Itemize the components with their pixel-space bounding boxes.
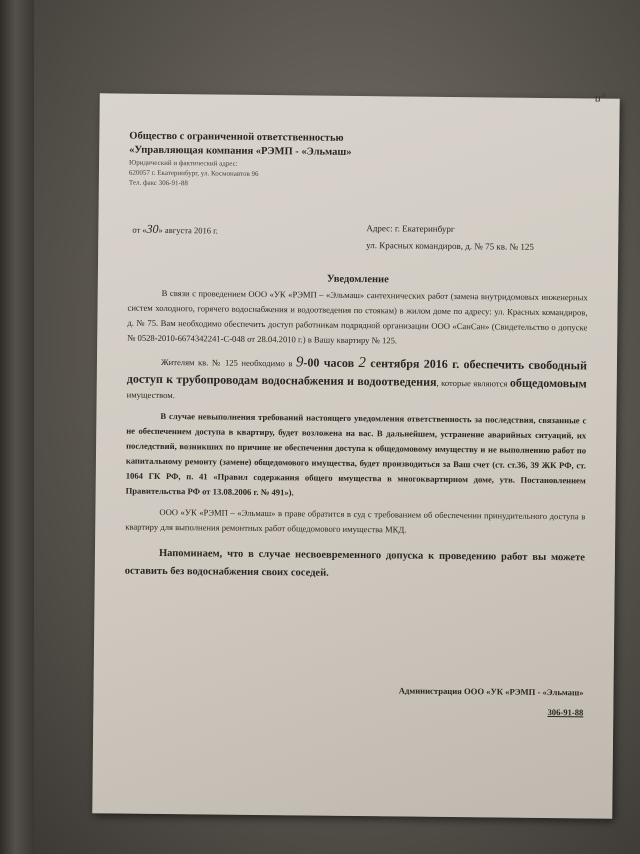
notice-sheet <box>92 90 620 818</box>
paragraph-liability: В случае невыполнения требований настоящего уведомления ответственность за последствия, связанные с не обеспечением доступа в квартиру, будет возложена на вас. В дальнейшем, устранение аварийных ситуаций, их последствий, возникших по причине не обеспечения доступа к общедомовому имуществу и не выполнению работ по капитальному ремонту (замене) общедомового имущества, будет производиться за Ваш счет (ст. ст.36, 39 ЖК РФ, ст. 1064 ГК РФ, п. 41 «Правил содержания общего имущества в многоквартирном доме, утв. Постановлением Правительства РФ от 13.08.2006 г. № 491»). <box>125 410 587 498</box>
access-text-5: общедомовым <box>509 375 587 391</box>
signature-admin: Администрация ООО «УК «РЭМП - «Эльмаш» <box>398 685 584 698</box>
date-prefix: от « <box>132 224 147 235</box>
access-text-4: , которые являются <box>436 377 510 389</box>
organization-header <box>129 130 460 191</box>
date-suffix: » августа 2016 г. <box>158 224 218 236</box>
recipient-address <box>366 220 534 256</box>
access-text-3: сентября 2016 г. обеспечить свободный доступ к трубопроводам водоснабжения и водоотведения <box>126 356 588 389</box>
legal-address-label: Юридический и фактический адрес: <box>129 158 238 168</box>
access-text-6: имуществом. <box>126 389 175 401</box>
address-city: Адрес: г. Екатеринбург <box>366 223 455 235</box>
access-text-1: Жителям кв. № 125 необходимо в <box>160 356 297 369</box>
paragraph-access <box>127 352 588 408</box>
paragraph-court: ООО «УК «РЭМП – «Эльмаш» в праве обратится в суд с требованием об обеспечении принудительного доступа в квартиру для выполнения ремонтных работ общедомового имущества МКД. <box>125 506 586 535</box>
org-name-line1: Общество с ограниченной ответственностью <box>129 130 344 144</box>
paragraph-reminder: Напоминаем, что в случае несвоевременного допуска к проведению работ вы можете оставить без водоснабжения своих соседей. <box>124 547 586 579</box>
access-day-handwritten: 2 <box>358 355 367 372</box>
notice-body <box>125 286 588 592</box>
access-hour-handwritten: 9 <box>295 354 304 371</box>
address-street: ул. Красных командиров, д. № 75 кв. № 125 <box>366 240 534 252</box>
legal-address: 620057 г. Екатеринбург, ул. Космонавтов 96 <box>128 168 259 178</box>
access-text-2: -00 часов <box>303 355 359 371</box>
date-day-handwritten: 30 <box>146 221 159 236</box>
pipe <box>0 0 34 854</box>
paragraph-works: В связи с проведением ООО «УК «РЭМП – «Эльмаш» сантехнических работ (замена внутридомовых инженерных систем холодного, горячего водоснабжения и водоотведения по стоякам) в жилом доме по адресу: ул. Красных командиров, д. № 75. Вам необходимо обеспечить доступ работникам подрядной организации ООО «СанСан» (Свидетельство о допуске № 0528-2010-6674342241-С-048 от 28.04.2010 г.) в Вашу квартиру № 125. <box>127 287 588 346</box>
org-name-line2: «Управляющая компания «РЭМП - «Эльмаш» <box>129 144 352 158</box>
notice-title: Уведомление <box>326 273 389 286</box>
signature-phone: 306-91-88 <box>547 707 584 718</box>
corner-handwritten-mark: и° <box>594 90 606 105</box>
document-date <box>132 222 218 238</box>
signature-block <box>399 680 584 722</box>
phone-fax: Тел. факс 306-91-88 <box>128 178 188 188</box>
